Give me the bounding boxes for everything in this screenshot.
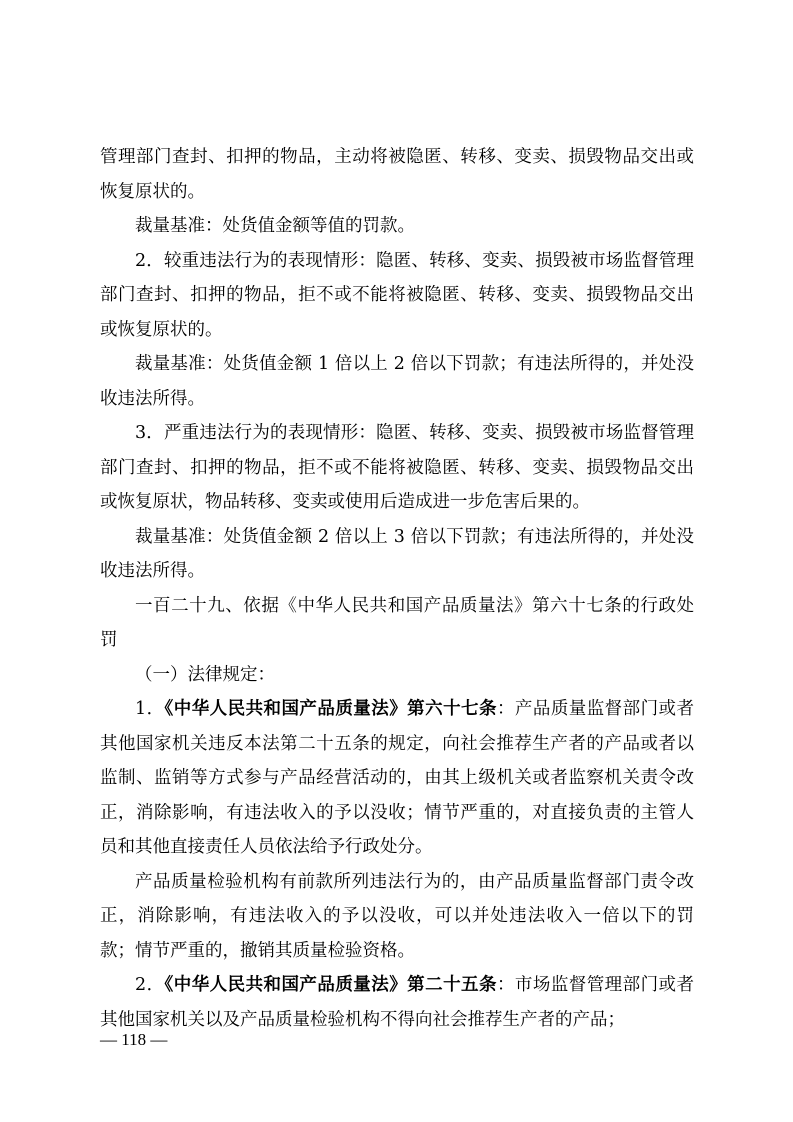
paragraph <box>100 140 694 209</box>
paragraph-text: （一）法律规定： <box>135 664 275 685</box>
paragraph <box>100 589 694 658</box>
paragraph <box>100 658 694 693</box>
paragraph-text: 3．严重违法行为的表现情形：隐匿、转移、变卖、损毁被市场监督管理部门查封、扣押的物品，拒不或不能将被隐匿、转移、变卖、损毁物品交出或恢复原状，物品转移、变卖或使用后造成进一步危害后果的。 <box>100 423 694 512</box>
paragraph-text: 裁量基准：处货值金额 1 倍以上 2 倍以下罚款；有违法所得的，并处没收违法所得。 <box>100 354 694 409</box>
paragraph <box>100 244 694 348</box>
law-citation: 《中华人民共和国产品质量法》第二十五条 <box>164 975 497 995</box>
paragraph <box>100 968 694 1037</box>
paragraph <box>100 692 694 865</box>
paragraph <box>100 416 694 520</box>
paragraph <box>100 209 694 244</box>
paragraph <box>100 347 694 416</box>
paragraph-text: 管理部门查封、扣押的物品，主动将被隐匿、转移、变卖、损毁物品交出或恢复原状的。 <box>100 147 694 202</box>
paragraph-text: 1． <box>135 699 165 719</box>
paragraph <box>100 865 694 969</box>
paragraph-text: 产品质量检验机构有前款所列违法行为的，由产品质量监督部门责令改正，消除影响，有违法收入的予以没收，可以并处违法收入一倍以下的罚款；情节严重的，撤销其质量检验资格。 <box>100 871 694 961</box>
paragraph-text: ：市场监督管理部门或者其他国家机关以及产品质量检验机构不得向社会推荐生产者的产品； <box>100 975 695 1030</box>
paragraph-text: 2． <box>135 975 165 995</box>
law-citation: 《中华人民共和国产品质量法》第六十七条 <box>164 699 497 719</box>
paragraph-text: ：产品质量监督部门或者其他国家机关违反本法第二十五条的规定，向社会推荐生产者的产品或者以监制、监销等方式参与产品经营活动的，由其上级机关或者监察机关责令改正，消除影响，有违法收入的予以没收；情节严重的，对直接负责的主管人员和其他直接责任人员依法给予行政处分。 <box>100 699 695 857</box>
paragraph-text: 裁量基准：处货值金额 2 倍以上 3 倍以下罚款；有违法所得的，并处没收违法所得。 <box>100 526 694 581</box>
paragraph-text: 裁量基准：处货值金额等值的罚款。 <box>135 216 415 236</box>
paragraph <box>100 520 694 589</box>
paragraph-text: 2．较重违法行为的表现情形：隐匿、转移、变卖、损毁被市场监督管理部门查封、扣押的物品，拒不或不能将被隐匿、转移、变卖、损毁物品交出或恢复原状的。 <box>100 250 694 340</box>
page-number: — 118 — <box>100 1030 168 1049</box>
document-body <box>100 140 694 1037</box>
paragraph-text: 一百二十九、依据《中华人民共和国产品质量法》第六十七条的行政处罚 <box>100 595 694 650</box>
